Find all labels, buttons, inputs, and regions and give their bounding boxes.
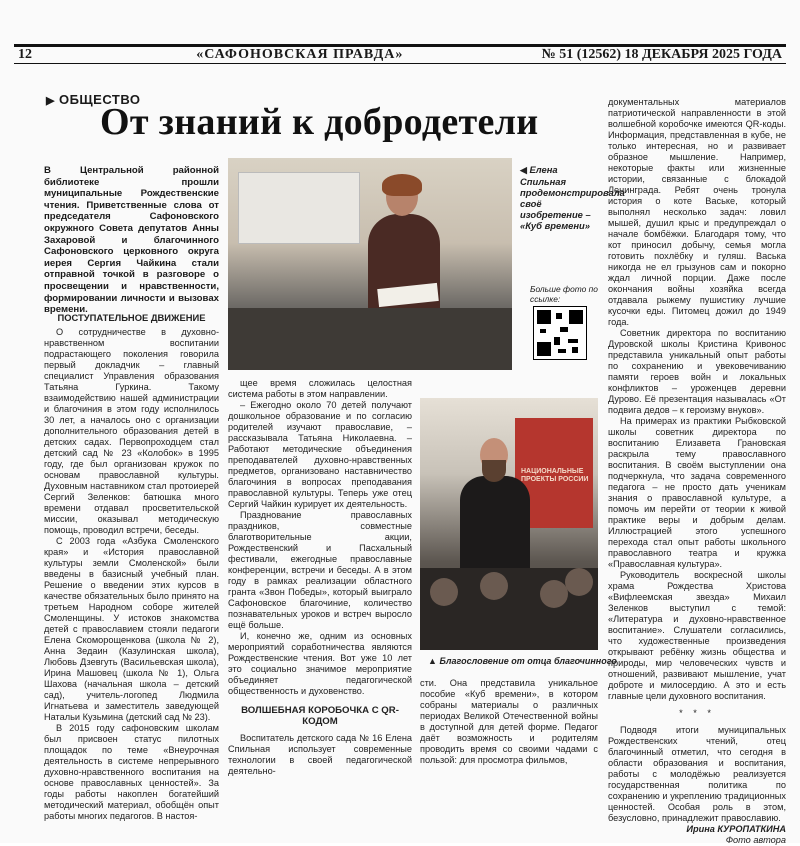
- paragraph: И, конечно же, одним из основных мероприятий соработничества являются Рождественские чтения. Вот уже 10 лет это социально значимое мероприятие объединяет педагогической общественность и духовенство.: [228, 631, 412, 696]
- column-4: [608, 97, 786, 846]
- column-2: [228, 378, 412, 777]
- photo-priest: [420, 398, 598, 650]
- paragraph: В 2015 году сафоновским школам был присвоен статус пилотных площадок по теме «Внеурочная деятельность в системе непрерывного духовно-нравственного воспитания на основе православных ценностей». За годы работы накоплен богатейший методический материал, обобщён опыт работы многих педагогов. В настоя-: [44, 723, 219, 821]
- subheading: ВОЛШЕБНАЯ КОРОБОЧКА С QR-КОДОМ: [241, 705, 399, 727]
- paragraph: О сотрудничестве в духовно-нравственном воспитании подрастающего поколения говорила первый докладчик – главный специалист Управления образования Татьяна Гуркина. Такому взаимодействию нашей администрации и благочиния в этом году исполнилось 30 лет, а началось оно с организации дополнительного образования детей в детских садах. Первопроходцем стал детский сад № 23 «Колобок» в 1995 году, где был организован кружок по основам православной культуры. Духовным наставником стал протоиерей Сергий Зеленков: батюшка много времени отдавал просветительской миссии, оказывал методическую помощь, проводил встречи, беседы.: [44, 327, 219, 535]
- separator: * * *: [679, 708, 715, 718]
- article-title: От знаний к добродетели: [100, 101, 539, 143]
- paragraph: Советник директора по воспитанию Дуровской школы Кристина Кривонос представила уникальный опыт работы по сохранению и увековечиванию памяти героев войн и локальных конфликтов – уроженцев деревни Дурово. Её презентация называлась «От подвига дедов – к героизму внуков».: [608, 328, 786, 415]
- photo-teacher: [228, 158, 512, 370]
- subheading: ПОСТУПАТЕЛЬНОЕ ДВИЖЕНИЕ: [57, 312, 206, 323]
- column-1: [44, 306, 219, 822]
- triangle-left-icon: ◀: [520, 165, 527, 175]
- paragraph: сти. Она представила уникальное пособие «Куб времени», в котором собраны материалы о различных периодах Великой Отечественной войны в доступной для детей форме. Педагог даёт возможность и родителям проводить время со своими чадами с пользой: для просмотра фильмов,: [420, 678, 598, 765]
- paragraph: Руководитель воскресной школы храма Рождества Христова «Вифлеемская звезда» Михаил Зеленков выступил с темой: «Литература и духовно-нравственное воспитание». Слушатели согласились, что художественные произведения открывают ребёнку жизнь общества и природы, мир человеческих чувств и отношений, развивают мышление, учат доброте и милосердию. А это и есть главные цели духовного воспитания.: [608, 570, 786, 701]
- issue-info: № 51 (12562) 18 ДЕКАБРЯ 2025 ГОДА: [541, 47, 782, 62]
- triangle-icon: ▲: [428, 656, 437, 666]
- triangle-icon: ▶: [46, 95, 55, 107]
- qr-label: Больше фото по ссылке:: [530, 284, 598, 304]
- paragraph: – Ежегодно около 70 детей получают дошкольное образование и по согласию родителей изучают православие, – рассказывала Татьяна Николаевна. – Работают методические объединения преподавателей духовно-нравственных предметов, организовано наставничество благочиния в вопросах преподавания православной культуры. Теперь уже отец Сергий Чайкин курирует их деятельность.: [228, 400, 412, 509]
- paragraph: документальных материалов патриотической направленности в этой волшебной коробочке имеются QR-коды. Информация, представленная в кубе, не только интересная, но и развивает образное мышление. Например, некоторые факты или жизненные истории, связанные с блокадой Ленинграда. Ребят очень тронула история о коте Ваське, который выполнял несколько задач: ловил мышей, душил крыс и предупреждал о начале бомбёжки. Благодаря тому, что кот приносил добычу, семья могла готовить похлёбку и гуляш. Васька никогда не ел грызунов сам и покорно ждал личной порции. Даже после окончания войны хозяйка всегда отдавала рыжему пушистику лучшие кусочки еды. Питомец дожил до 1949 года.: [608, 97, 786, 327]
- paragraph: С 2003 года «Азбука Смоленского края» и «История православной культуры земли Смоленской» были введены в базисный учебный план. Решение о введении этих курсов в качестве обязательных было принято на третьем Народном соборе жителей Смоленщины. У истоков знакомства детей с православием стояли педагоги Елена Скоморощенкова (школа № 2), Анна Зедаин (Казулинская школа), Любовь Дзевгуть (Васильевская школа), Ирина Машовец (школа № 1), Ольга Шахова (начальная школа – детский сад), учитель-логопед Людмила Игнатьева и заместитель заведующей Натальи Кузьмина (детский сад № 23).: [44, 536, 219, 722]
- article-lead: В Центральной районной библиотеке прошли муниципальные Рождественские чтения. Приветственные слова от председателя Сафоновского окружного Совета депутатов Анны Захаровой и благочинного Сафоновского церковного округа иерея Сергия Чайкина стали отправной точкой в разговоре о просвещении и нравственности, формировании личности и вызовах времени.: [44, 165, 219, 316]
- paragraph: На примерах из практики Рыбковской школы советник директора по воспитанию Елизавета Грановская раскрыла тему православного воспитания. В своём выступлении она подчеркнула, что задача современного педагога – не просто дать ученикам знания о православной культуре, а помочь им перейти от теории к живой практике веры и добрым делам. Иллюстрацией этого успешного перехода стал опыт работы школьного православного театра и кружка «Православная культура».: [608, 416, 786, 569]
- page-header: [14, 44, 786, 64]
- column-3: [420, 678, 598, 766]
- paragraph: Подводя итоги муниципальных Рождественских чтений, отец благочинный отметил, что сегодня в области образования и воспитания, работы с молодёжью реализуется государственная политика по сохранению и укреплению традиционных ценностей. Особая роль в этом, безусловно, принадлежит православию.: [608, 725, 786, 823]
- photo1-caption: ◀ Елена Спильная продемонстрировала своё изобретение – «Куб времени»: [520, 164, 625, 231]
- page-number: 12: [18, 47, 32, 62]
- author-signature: Ирина КУРОПАТКИНА: [686, 824, 786, 834]
- banner-text: НАЦИОНАЛЬНЫЕ ПРОЕКТЫ РОССИИ: [521, 468, 589, 483]
- qr-code-icon[interactable]: [533, 306, 587, 360]
- section-text: ОБЩЕСТВО: [58, 92, 141, 107]
- newspaper-name: «САФОНОВСКАЯ ПРАВДА»: [196, 47, 404, 62]
- paragraph: Празднование православных праздников, совместные благотворительные акции, Рождественский и Пасхальный фестивали, ежегодные православные конференции, встречи и беседы. А в этом году в рамках реализации областного гранта «Звон Победы», который выиграло Сафоновское благочиние, количество познавательных уроков и встреч выросло ещё больше.: [228, 510, 412, 630]
- photo2-caption: ▲ Благословение от отца благочинного: [428, 656, 617, 666]
- paragraph: щее время сложилась целостная система работы в этом направлении.: [228, 378, 412, 399]
- paragraph: Воспитатель детского сада № 16 Елена Спильная использует современные технологии в своей педагогической деятельно-: [228, 733, 412, 776]
- photo-credit: Фото автора: [725, 835, 786, 845]
